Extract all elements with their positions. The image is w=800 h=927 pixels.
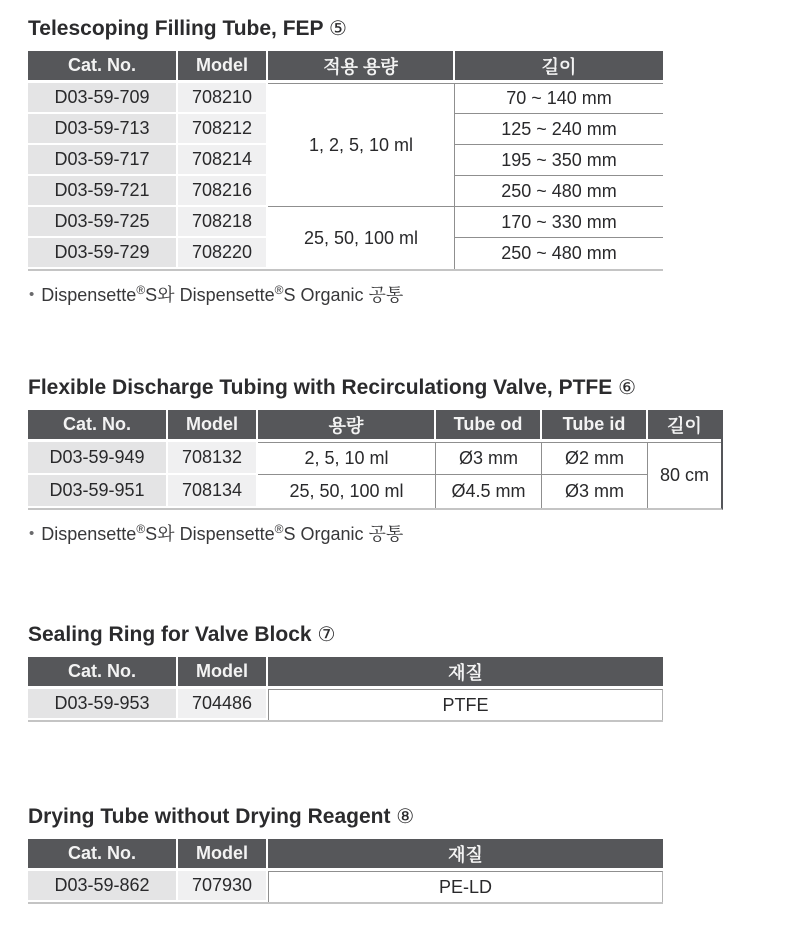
model-cell: 708210 [178,83,268,114]
footnote-text: S와 Dispensette [145,524,275,544]
footnote-text: S Organic 공통 [283,524,404,544]
length-cell: 170 ~ 330 mm [455,207,663,238]
table-header-row [28,839,663,871]
model-cell: 708214 [178,145,268,176]
footnote-text: S와 Dispensette [145,285,275,305]
model-cell: 708218 [178,207,268,238]
tube-od-cell: Ø3 mm [436,442,542,475]
cat-no-cell: D03-59-721 [28,176,178,207]
tube-id-cell: Ø3 mm [542,475,648,508]
footnote-text: Dispensette [41,285,137,305]
registered-trademark-icon: ® [136,283,146,297]
length-cell: 195 ~ 350 mm [455,145,663,176]
footnote-text: S Organic 공통 [283,285,404,305]
length-cell: 70 ~ 140 mm [455,83,663,114]
table-row [28,475,721,508]
cat-no-cell: D03-59-953 [28,689,178,720]
header-capacity: 용량 [258,410,436,442]
sealing-ring-table [28,657,663,722]
circled-number-8-icon: ⑧ [396,806,415,828]
header-model: Model [178,51,268,83]
model-cell: 704486 [178,689,268,720]
drying-tube-table [28,839,663,904]
header-capacity: 적용 용량 [268,51,455,83]
bullet-icon: • [29,286,35,303]
cat-no-cell: D03-59-725 [28,207,178,238]
footnote-text: Dispensette [41,524,137,544]
table-row [28,207,663,238]
material-cell: PE-LD [268,871,663,902]
section-title [28,804,800,830]
cat-no-cell: D03-59-713 [28,114,178,145]
section-title [28,16,800,42]
table-row [28,442,721,475]
cat-no-cell: D03-59-862 [28,871,178,902]
telescoping-filling-tube-table [28,51,663,271]
header-cat-no: Cat. No. [28,839,178,871]
tube-od-cell: Ø4.5 mm [436,475,542,508]
header-length: 길이 [455,51,663,83]
table-row [28,689,663,720]
section-flexible-discharge-tubing [28,375,800,546]
length-merged-cell: 80 cm [648,442,721,508]
header-cat-no: Cat. No. [28,410,168,442]
registered-trademark-icon: ® [274,522,284,536]
section-title [28,622,800,648]
model-cell: 708132 [168,442,258,475]
header-model: Model [178,839,268,871]
section-title-text: Drying Tube without Drying Reagent [28,805,391,828]
tube-id-cell: Ø2 mm [542,442,648,475]
section-drying-tube [28,804,800,904]
header-material: 재질 [268,839,663,871]
cat-no-cell: D03-59-951 [28,475,168,508]
header-material: 재질 [268,657,663,689]
bullet-icon: • [29,525,35,542]
circled-number-7-icon: ⑦ [317,624,336,646]
registered-trademark-icon: ® [136,522,146,536]
length-cell: 250 ~ 480 mm [455,238,663,269]
header-cat-no: Cat. No. [28,51,178,83]
model-cell: 708216 [178,176,268,207]
table-row [28,871,663,902]
section-title-text: Sealing Ring for Valve Block [28,623,312,646]
header-tube-id: Tube id [542,410,648,442]
length-cell: 125 ~ 240 mm [455,114,663,145]
model-cell: 708220 [178,238,268,269]
capacity-cell: 25, 50, 100 ml [258,475,436,508]
table-header-row [28,410,721,442]
table-header-row [28,657,663,689]
capacity-merged-cell: 25, 50, 100 ml [268,207,455,269]
capacity-merged-cell: 1, 2, 5, 10 ml [268,83,455,207]
model-cell: 707930 [178,871,268,902]
model-cell: 708212 [178,114,268,145]
section-title-text: Flexible Discharge Tubing with Recirculationg Valve, PTFE [28,376,613,399]
cat-no-cell: D03-59-949 [28,442,168,475]
cat-no-cell: D03-59-717 [28,145,178,176]
material-cell: PTFE [268,689,663,720]
registered-trademark-icon: ® [274,283,284,297]
circled-number-6-icon: ⑥ [618,377,637,399]
header-model: Model [168,410,258,442]
cat-no-cell: D03-59-729 [28,238,178,269]
section-title-text: Telescoping Filling Tube, FEP [28,17,324,40]
header-model: Model [178,657,268,689]
section-telescoping-filling-tube [28,16,800,307]
footnote [29,522,800,546]
model-cell: 708134 [168,475,258,508]
table-row [28,83,663,114]
length-cell: 250 ~ 480 mm [455,176,663,207]
circled-number-5-icon: ⑤ [329,18,347,40]
cat-no-cell: D03-59-709 [28,83,178,114]
flexible-discharge-tubing-table [28,410,723,510]
header-length: 길이 [648,410,721,442]
header-tube-od: Tube od [436,410,542,442]
table-header-row [28,51,663,83]
footnote [29,283,800,307]
capacity-cell: 2, 5, 10 ml [258,442,436,475]
header-cat-no: Cat. No. [28,657,178,689]
section-sealing-ring [28,622,800,722]
section-title [28,375,800,401]
